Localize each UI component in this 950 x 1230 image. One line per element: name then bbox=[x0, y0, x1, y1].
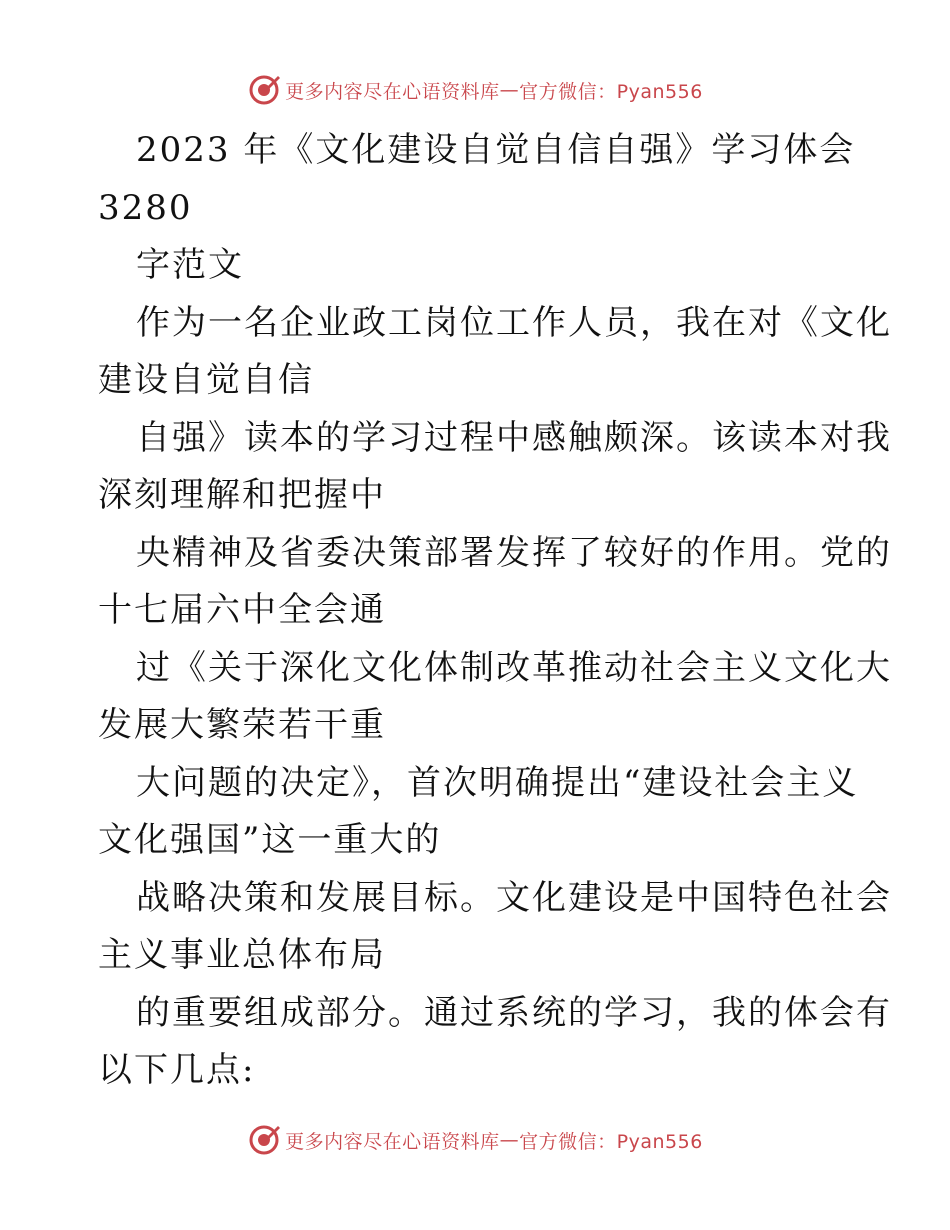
text-line: 发展大繁荣若干重 bbox=[98, 705, 386, 745]
pen-logo-icon bbox=[247, 1123, 281, 1157]
text-line: 十七届六中全会通 bbox=[98, 590, 386, 630]
text-line: 文化强国”这一重大的 bbox=[98, 820, 442, 860]
text-line: 央精神及省委决策部署发挥了较好的作用。党的 bbox=[136, 532, 892, 573]
text-line: 战略决策和发展目标。文化建设是中国特色社会 bbox=[136, 877, 892, 918]
banner-contact: 官方微信：Pyan556 bbox=[519, 80, 703, 103]
text-line: 2023 年《文化建设自觉自信自强》学习体会 bbox=[136, 130, 856, 170]
text-line: 建设自觉自信 bbox=[98, 360, 314, 400]
banner-dash: — bbox=[499, 79, 520, 101]
text-line: 深刻理解和把握中 bbox=[98, 475, 386, 515]
pen-logo-icon bbox=[247, 73, 281, 107]
text-line: 3280 bbox=[98, 187, 193, 228]
header-watermark-banner bbox=[0, 70, 950, 110]
text-line: 过《关于深化文化体制改革推动社会主义文化大 bbox=[136, 647, 892, 688]
banner-dash: — bbox=[499, 1129, 520, 1151]
footer-watermark-banner bbox=[0, 1120, 950, 1160]
text-line: 字范文 bbox=[136, 245, 244, 285]
text-line: 以下几点: bbox=[98, 1050, 256, 1090]
text-line: 作为一名企业政工岗位工作人员，我在对《文化 bbox=[136, 302, 892, 343]
banner-text: 更多内容尽在心语资料库 bbox=[285, 80, 500, 103]
text-line: 大问题的决定》，首次明确提出“建设社会主义 bbox=[136, 762, 859, 803]
text-line: 主义事业总体布局 bbox=[98, 935, 386, 975]
banner-text: 更多内容尽在心语资料库 bbox=[285, 1130, 500, 1153]
banner-contact: 官方微信：Pyan556 bbox=[519, 1130, 703, 1153]
text-line: 的重要组成部分。通过系统的学习，我的体会有 bbox=[136, 992, 892, 1033]
document-body bbox=[98, 122, 892, 1100]
text-line: 自强》读本的学习过程中感触颇深。该读本对我 bbox=[136, 417, 892, 458]
